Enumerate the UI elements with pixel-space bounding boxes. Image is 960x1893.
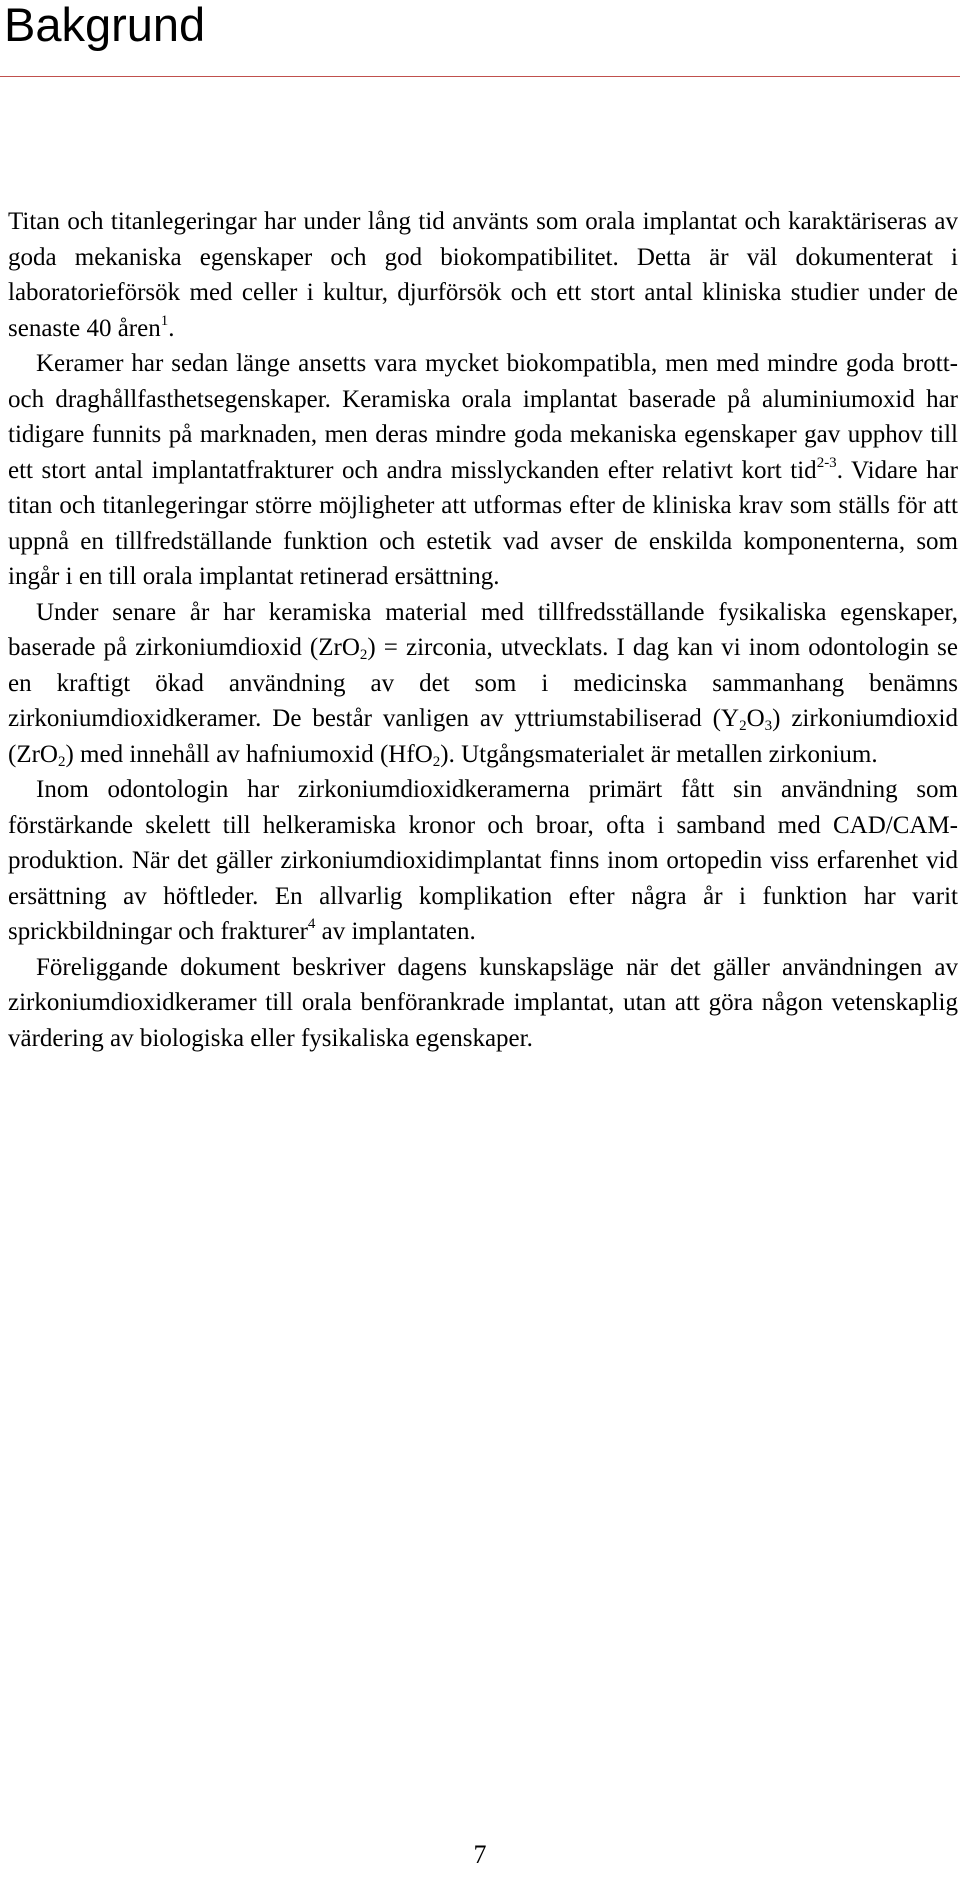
paragraph: [8, 950, 958, 1057]
paragraph: [8, 204, 958, 346]
text-segment: Inom odontologin har zirkoniumdioxidkeramerna primärt fått sin användning som förstärkande skelett till helkeramiska kronor och broar, ofta i samband med CAD/CAM-produktion. När det gäller zirkoniumdioxidimplantat finns inom ortopedin viss erfarenhet vid ersättning av höftleder. En allvarlig komplikation efter några år i funktion har varit sprickbildningar och frakturer: [8, 776, 958, 945]
chemical-subscript: 2: [432, 753, 441, 770]
body-text: [8, 204, 958, 1056]
text-segment: . Vidare har titan och titanlegeringar större möjligheter att utformas efter de kliniska krav som ställs för att uppnå en tillfredställande funktion och estetik vad avser de enskilda komponenterna, som ingår i en till orala implantat retinerad ersättning.: [8, 456, 958, 590]
text-segment: Under senare år har keramiska material med tillfredsställande fysikaliska egenskaper, baserade på zirkoniumdioxid (ZrO: [8, 598, 958, 661]
reference-superscript: 4: [307, 916, 316, 932]
reference-superscript: 2-3: [816, 454, 837, 471]
chemical-subscript: 3: [764, 718, 773, 734]
text-segment: av implantaten.: [315, 918, 476, 945]
reference-superscript: 1: [160, 312, 169, 329]
text-segment: Föreliggande dokument beskriver dagens kunskapsläge när det gäller användningen av zirkoniumdioxidkeramer till orala benförankrade implantat, utan att göra någon vetenskaplig värdering av biologiska eller fysikaliska egenskaper.: [8, 953, 958, 1052]
text-segment: ) med innehåll av hafniumoxid (HfO: [65, 740, 433, 768]
page-number: 7: [473, 1840, 487, 1869]
paragraph: [8, 346, 958, 595]
text-segment: Keramer har sedan länge ansetts vara mycket biokompatibla, men med mindre goda brott- och draghållfasthetsegenskaper. Keramiska orala implantat baserade på aluminiumoxid har tidigare funnits på marknaden, men deras mindre goda mekaniska egenskaper gav upphov till ett stort antal implantatfrakturer och andra misslyckanden efter relativt kort tid: [8, 350, 958, 484]
text-segment: Titan och titanlegeringar har under lång tid använts som orala implantat och karaktäriseras av goda mekaniska egenskaper och god biokompatibilitet. Detta är väl dokumenterat i laboratorieförsök med celler i kultur, djurförsök och ett stort antal kliniska studier under de senaste 40 åren: [8, 208, 958, 342]
text-segment: ) zirkoniumdioxid (ZrO: [8, 705, 958, 768]
text-segment: ). Utgångsmaterialet är metallen zirkonium.: [440, 740, 878, 768]
text-segment: ) = zirconia, utvecklats. I dag kan vi inom odontologin se en kraftigt ökad användning av det som i medicinska sammanhang benämns zirkoniumdioxidkeramer. De består vanligen av yttriumstabiliserad (Y: [8, 634, 958, 732]
heading-divider: [0, 76, 960, 77]
page-heading: Bakgrund: [4, 0, 206, 51]
chemical-subscript: 2: [359, 647, 368, 663]
paragraph: [8, 595, 958, 773]
text-segment: O: [746, 705, 765, 732]
text-segment: .: [168, 314, 175, 342]
chemical-subscript: 2: [739, 718, 747, 734]
chemical-subscript: 2: [57, 753, 66, 770]
paragraph: [8, 772, 958, 950]
